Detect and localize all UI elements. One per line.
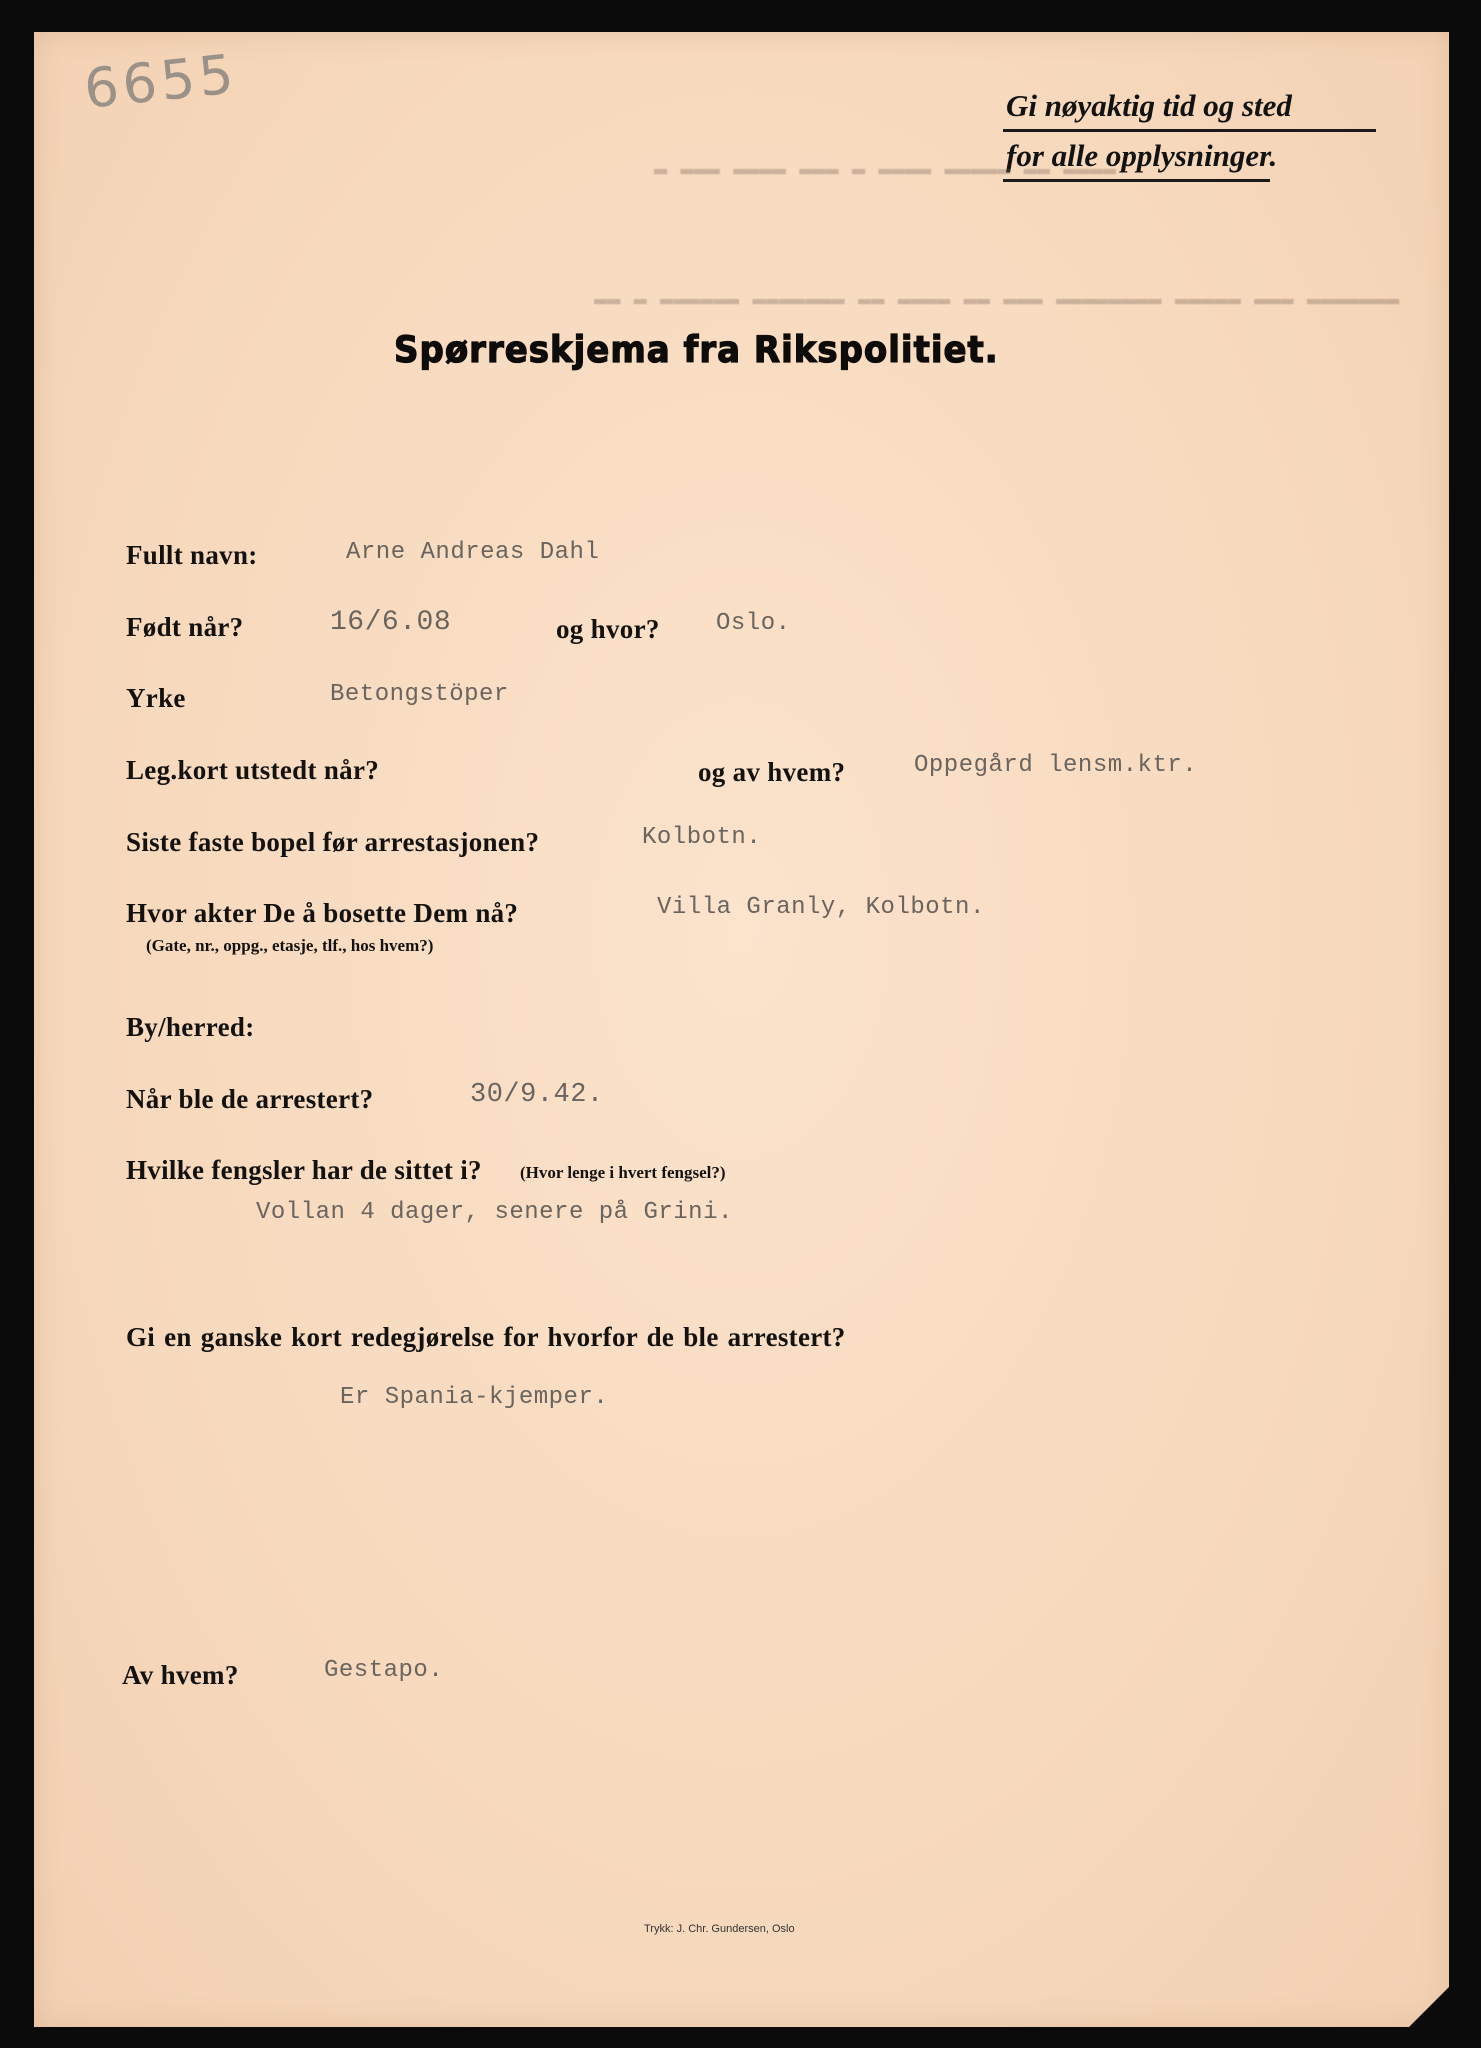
notice-underline-1 xyxy=(1003,129,1376,132)
occupation-label: Yrke xyxy=(126,683,186,713)
born-when-label: Født når? xyxy=(126,612,244,642)
id-card-when-label: Leg.kort utstedt når? xyxy=(126,755,380,785)
notice-line-2: for alle opplysninger. xyxy=(1006,138,1278,173)
notice-line-1: Gi nøyaktig tid og sted xyxy=(1006,88,1292,123)
born-when-value: 16/6.08 xyxy=(330,607,452,638)
prisons-sublabel: (Hvor lenge i hvert fengsel?) xyxy=(520,1163,726,1182)
show-through-text: ▬▬ ▬ ▬▬▬▬▬▬ ▬▬▬▬▬▬▬ ▬▬ ▬▬▬▬ ▬▬ ▬▬▬ ▬▬▬▬▬▬▬▬ ▬▬▬▬▬ ▬▬▬ ▬▬▬▬▬▬▬ xyxy=(594,287,1400,312)
arrested-when-value: 30/9.42. xyxy=(470,1080,604,1110)
born-where-value: Oslo. xyxy=(716,610,791,637)
full-name-label: Fullt navn: xyxy=(126,540,258,570)
torn-corner xyxy=(1409,1987,1449,2027)
occupation-value: Betongstöper xyxy=(330,681,509,708)
reason-label: Gi en ganske kort redegjørelse for hvorfor de ble arrestert? xyxy=(126,1322,846,1352)
full-name-value: Arne Andreas Dahl xyxy=(346,539,600,566)
show-through-text: ▬ ▬▬▬ ▬▬▬▬ ▬▬▬ ▬ ▬▬▬▬ ▬▬▬▬▬ ▬▬ ▬▬▬▬ xyxy=(654,157,1117,182)
municipality-label: By/herred: xyxy=(126,1012,255,1042)
form-title: Spørreskjema fra Rikspolitiet. xyxy=(394,328,999,372)
id-card-by-label: og av hvem? xyxy=(698,757,846,787)
prisons-label: Hvilke fengsler har de sittet i? xyxy=(126,1155,482,1185)
last-address-value: Kolbotn. xyxy=(642,824,762,851)
arrested-by-label: Av hvem? xyxy=(122,1660,239,1690)
born-where-label: og hvor? xyxy=(556,614,660,644)
reason-value: Er Spania-kjemper. xyxy=(340,1384,609,1411)
last-address-label: Siste faste bopel før arrestasjonen? xyxy=(126,827,540,857)
id-card-by-value: Oppegård lensm.ktr. xyxy=(914,752,1198,779)
settle-where-value: Villa Granly, Kolbotn. xyxy=(657,894,985,921)
form-sheet xyxy=(34,32,1449,2027)
settle-where-label: Hvor akter De å bosette Dem nå? xyxy=(126,898,519,928)
arrested-by-value: Gestapo. xyxy=(324,1657,444,1684)
prisons-value: Vollan 4 dager, senere på Grini. xyxy=(256,1199,733,1226)
arrested-when-label: Når ble de arrestert? xyxy=(126,1084,374,1114)
printer-footer: Trykk: J. Chr. Gundersen, Oslo xyxy=(644,1923,795,1935)
archive-number: 6655 xyxy=(81,42,241,121)
settle-where-sublabel: (Gate, nr., oppg., etasje, tlf., hos hvem?) xyxy=(146,936,434,955)
